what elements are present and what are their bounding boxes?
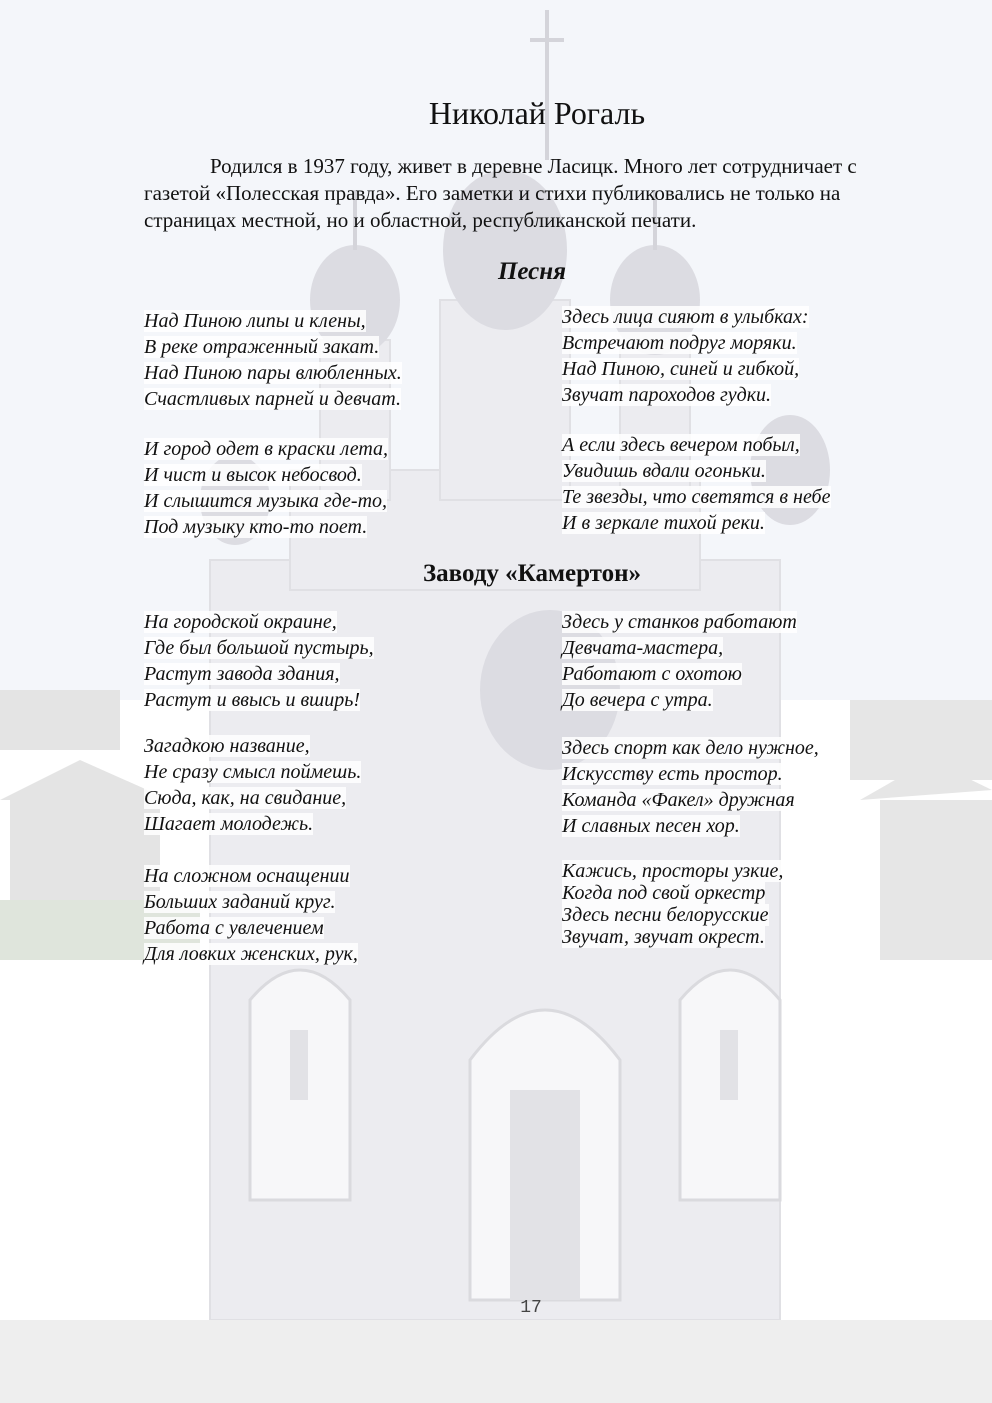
poem-line: Работа с увлечением (144, 917, 324, 939)
poem-line: Здесь песни белорусские (562, 904, 769, 926)
poem-title: Песня (497, 258, 567, 285)
poem-line: Звучат, звучат окрест. (562, 926, 765, 948)
poem-line: Сюда, как, на свидание, (144, 787, 347, 809)
poem-line: Встречают подруг моряки. (562, 332, 797, 354)
poem-line: Под музыку кто-то поет. (144, 516, 368, 538)
poem-line: На сложном оснащении (144, 865, 350, 887)
poem-line: На городской окраине, (144, 611, 337, 633)
poem-line: Не сразу смысл поймешь. (144, 761, 362, 783)
poem-stanza (144, 733, 361, 837)
poem-line: И город одет в краски лета, (144, 438, 389, 460)
poem-line: Над Пиною липы и клены, (144, 310, 366, 332)
poem-line: И в зеркале тихой реки. (562, 512, 765, 534)
poem-stanza (562, 735, 819, 839)
poem-line: Работают с охотою (562, 663, 742, 685)
poem-stanza (144, 609, 374, 713)
poem-line: Шагает молодежь. (144, 813, 314, 835)
page-number: 17 (520, 1298, 542, 1318)
author-bio: Родился в 1937 году, живет в деревне Ласицк. Много лет сотрудничает с газетой «Полесская правда». Его заметки и стихи публиковались не только на страницах местной, но и областной, республиканской печати. (144, 154, 857, 232)
poem-line: Над Пиною, синей и гибкой, (562, 358, 800, 380)
poem-title: Заводу «Камертон» (422, 560, 642, 587)
poem-line: Растут завода здания, (144, 663, 340, 685)
poem-line: Где был большой пустырь, (144, 637, 374, 659)
poem-line: Для ловких женских, рук, (144, 943, 358, 965)
poem-line: Загадкою название, (144, 735, 310, 757)
poem-stanza (562, 304, 809, 408)
poem-stanza (144, 436, 388, 540)
poem-line: Счастливых парней и девчат. (144, 388, 401, 410)
author-name: Николай Рогаль (428, 95, 646, 131)
poem-line: Растут и ввысь и вширь! (144, 689, 361, 711)
poem-stanza (562, 432, 831, 536)
poem-line: И слышится музыка где-то, (144, 490, 388, 512)
poem-line: Искусству есть простор. (562, 763, 783, 785)
poem-line: Когда под свой оркестр (562, 882, 766, 904)
poem-line: Здесь лица сияют в улыбках: (562, 306, 809, 328)
poem-line: И чист и высок небосвод. (144, 464, 362, 486)
poem-line: И славных песен хор. (562, 815, 740, 837)
poem-line: Увидишь вдали огоньки. (562, 460, 766, 482)
poem-line: Звучат пароходов гудки. (562, 384, 772, 406)
poem-stanza (144, 863, 358, 967)
poem-line: Над Пиною пары влюбленных. (144, 362, 402, 384)
poem-line: В реке отраженный закат. (144, 336, 380, 358)
poem-line: До вечера с утра. (562, 689, 713, 711)
poem-stanza (562, 609, 797, 713)
poem-line: Девчата-мастера, (562, 637, 724, 659)
poem-line: Здесь спорт как дело нужное, (562, 737, 819, 759)
poem-stanza (562, 860, 783, 948)
poem-line: Те звезды, что светятся в небе (562, 486, 831, 508)
poem-stanza (144, 308, 402, 412)
poem-line: Здесь у станков работают (562, 611, 797, 633)
poem-line: А если здесь вечером побыл, (562, 434, 800, 456)
poem-line: Команда «Факел» дружная (562, 789, 795, 811)
poem-line: Больших заданий круг. (144, 891, 336, 913)
poem-line: Кажись, просторы узкие, (562, 860, 784, 882)
